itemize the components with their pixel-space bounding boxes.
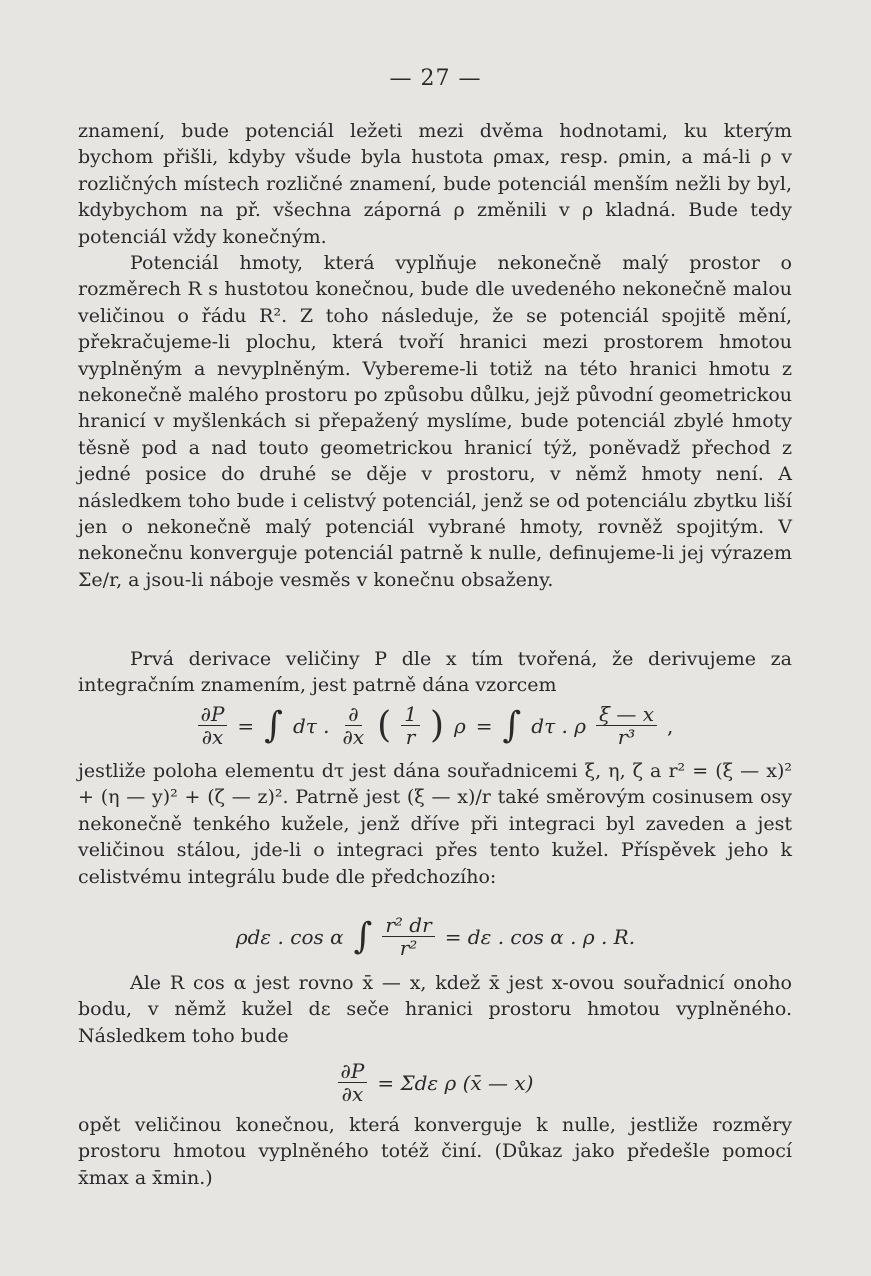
fraction-xi-minus-x-over-r3 [596,703,657,748]
paragraph-conclusion: opět veličinou konečnou, která konverguje k nulle, jestliže rozměry prostoru hmotou vyplněného totéž činí. (Důkaz jako předešle pomocí x̄max a x̄min.) [78,1114,792,1189]
page-number: — 27 — [389,66,482,91]
equals-sign: = [237,713,255,738]
fraction-dp-dx [198,703,228,748]
comma: , [667,713,674,738]
equation-derivative-sum [0,1060,871,1105]
paren-open: ( [377,704,392,746]
frac-denominator: r² [399,936,418,960]
dtau: dτ . [292,713,330,738]
frac-numerator: ∂P [198,703,228,726]
paragraph-r-cos-alpha: Ale R cos α jest rovno x̄ — x, kdež x̄ jest x-ovou souřadnicí onoho bodu, v němž kužel dε seče hranici prostoru hmotou vyplněného. Následkem toho bude [78,972,792,1047]
paragraph-first-derivative: Prvá derivace veličiny P dle x tím tvořená, že derivujeme za integračním znamením, jest patrně dána vzorcem [78,648,792,697]
equation-rhs: = Σdε ρ (x̄ — x) [377,1070,534,1095]
equation-rhs: = dε . cos α . ρ . R. [444,924,636,949]
frac-numerator: ξ — x [596,703,657,726]
frac-denominator: ∂x [342,725,365,749]
equation-first-derivative [0,703,871,748]
frac-numerator: r² dr [382,914,434,937]
fraction-dp-dx [338,1060,368,1105]
fraction-partial-x [340,703,368,748]
frac-denominator: ∂x [341,1082,364,1106]
paren-close: ) [429,704,444,746]
equals-sign: = [475,713,493,738]
frac-numerator: ∂ [345,703,361,726]
fraction-one-over-r [401,703,420,748]
rho: ρ [454,713,466,738]
equation-cone-integral [0,914,871,959]
fraction-r2dr-over-r2 [382,914,434,959]
frac-denominator: r [405,725,416,749]
rho-depsilon-cos: ρdε . cos α [235,924,344,949]
integral-sign: ∫ [353,915,373,957]
paragraph-potential-continuity: Potenciál hmoty, která vyplňuje nekonečně malý prostor o rozměrech R s hustotou konečnou, bude dle uvedeného nekonečně malou veličinou o řádu R². Z toho následuje, že se potenciál spojitě mění, překračujeme-li plochu, která tvoří hranici mezi prostorem hmotou vyplněným a nevyplněným. Vybereme-li totiž na této hranici hmotu z nekonečně malého prostoru po způsobu důlku, jejž původní geometrickou hranicí v myšlenkách si přepažený myslíme, bude potenciál zbylé hmoty těsně pod a nad touto geometrickou hranicí týž, poněvadž přechod z jedné posice do druhé se děje v prostoru, v němž hmoty není. A následkem toho bude i celistvý potenciál, jenž se od potenciálu zbytku liší jen o nekonečně malý potenciál vybrané hmoty, rovněž spojitým. V nekonečnu konverguje potenciál patrně k nulle, definujeme-li jej výrazem Σe/r, a jsou-li náboje vesměs v konečnu obsaženy. [78,252,792,591]
frac-numerator: 1 [401,703,420,726]
frac-numerator: ∂P [338,1060,368,1083]
frac-denominator: ∂x [201,725,224,749]
integral-sign: ∫ [502,704,522,746]
dtau-rho: dτ . ρ [531,713,586,738]
paragraph-cone-contribution: jestliže poloha elementu dτ jest dána souřadnicemi ξ, η, ζ a r² = (ξ — x)² + (η — y)² + (ζ — z)². Patrně jest (ξ — x)/r také směrovým cosinusem osy nekonečně tenkého kužele, jenž dříve při integraci byl zaveden a jest veličinou stálou, jde-li o integraci přes tento kužel. Příspěvek jeho k celistvému integrálu bude dle předchozího: [78,760,792,888]
frac-denominator: r³ [617,725,636,749]
paragraph-continued: znamení, bude potenciál ležeti mezi dvěma hodnotami, ku kterým bychom přišli, kdyby všude byla hustota ρmax, resp. ρmin, a má-li ρ v rozličných místech rozličné znamení, bude potenciál menším nežli by byl, kdybychom na př. všechna záporná ρ změnili v ρ kladná. Bude tedy potenciál vždy konečným. [78,120,792,248]
integral-sign: ∫ [264,704,283,746]
